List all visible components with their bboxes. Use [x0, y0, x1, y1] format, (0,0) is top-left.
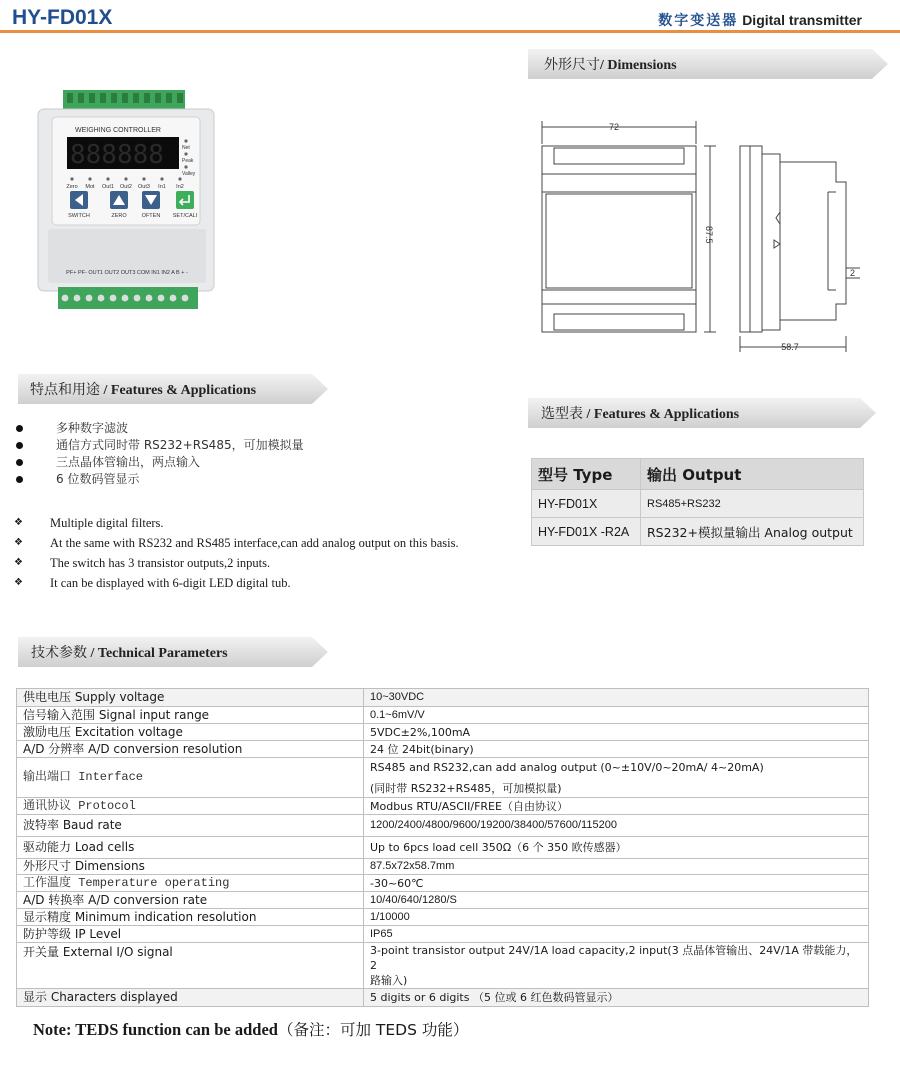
note-en: Note: TEDS function can be added	[33, 1020, 278, 1039]
table-row	[17, 892, 869, 909]
bullet-icon	[16, 476, 23, 483]
svg-text:SET/CALI: SET/CALI	[172, 213, 198, 219]
dimensions-heading: 外形尺寸/ Dimensions	[544, 57, 677, 73]
table-row	[532, 518, 864, 546]
type-cell: HY-FD01X	[532, 490, 641, 518]
param-name: A/D 转换率 A/D conversion rate	[17, 892, 364, 909]
table-row	[17, 989, 869, 1007]
type-header: 型号 Type	[532, 459, 641, 490]
param-value: 1/10000	[364, 909, 869, 926]
dim-gap: 2	[850, 268, 856, 278]
param-value: 0.1~6mV/V	[364, 707, 869, 724]
table-row	[17, 943, 869, 989]
selection-banner	[528, 398, 876, 428]
dim-height: 87.5	[704, 226, 714, 244]
svg-text:Peak: Peak	[182, 158, 194, 164]
output-cell: RS485+RS232	[641, 490, 864, 518]
features-cn-list	[14, 420, 304, 488]
param-value: 10/40/640/1280/S	[364, 892, 869, 909]
teds-note	[33, 1018, 468, 1040]
svg-text:Valley: Valley	[182, 171, 196, 177]
param-name: A/D 分辨率 A/D conversion resolution	[17, 741, 364, 758]
svg-text:Mot: Mot	[85, 184, 95, 190]
svg-text:Out1: Out1	[102, 184, 114, 190]
param-name: 输出端口 Interface	[17, 758, 364, 798]
param-name: 波特率 Baud rate	[17, 815, 364, 837]
list-item: ❖ At the same with RS232 and RS485 interface,can add analog output on this basis.	[14, 533, 459, 553]
table-row	[17, 909, 869, 926]
param-value: 1200/2400/4800/9600/19200/38400/57600/115200	[364, 815, 869, 837]
output-header: 输出 Output	[641, 459, 864, 490]
product-title-en: Digital transmitter	[742, 12, 862, 28]
param-value: -30~60℃	[364, 875, 869, 892]
param-name: 激励电压 Excitation voltage	[17, 724, 364, 741]
note-cn: （备注：可加 TEDS 功能）	[277, 1021, 469, 1039]
header-divider	[0, 30, 900, 33]
table-row	[17, 741, 869, 758]
device-panel-title: WEIGHING CONTROLLER	[75, 127, 161, 134]
table-row	[17, 875, 869, 892]
bullet-icon	[16, 442, 23, 449]
table-row	[17, 837, 869, 859]
table-row	[17, 724, 869, 741]
svg-text:SWITCH: SWITCH	[68, 213, 90, 219]
product-title-cn: 数字变送器	[658, 13, 739, 29]
param-value: IP65	[364, 926, 869, 943]
table-row	[17, 859, 869, 875]
param-value: 3-point transistor output 24V/1A load capacity,2 input(3 点晶体管输出、24V/1A 带载能力，2 路输入)	[364, 943, 869, 989]
param-name: 信号输入范围 Signal input range	[17, 707, 364, 724]
svg-text:OFTEN: OFTEN	[141, 213, 161, 219]
diamond-bullet-icon: ❖	[14, 517, 23, 528]
technical-banner	[18, 637, 328, 667]
table-row	[17, 815, 869, 837]
diamond-bullet-icon: ❖	[14, 577, 23, 588]
param-name: 显示 Characters displayed	[17, 989, 364, 1007]
list-item: 多种数字滤波	[14, 420, 304, 437]
product-title	[658, 10, 862, 30]
features-en-list	[14, 513, 459, 593]
diamond-bullet-icon: ❖	[14, 537, 23, 548]
output-cell: RS232+模拟量输出 Analog output	[641, 518, 864, 546]
svg-text:Zero: Zero	[66, 184, 78, 190]
param-name: 通讯协议 Protocol	[17, 798, 364, 815]
svg-text:In2: In2	[176, 184, 184, 190]
param-value: 5 digits or 6 digits （5 位或 6 红色数码管显示）	[364, 989, 869, 1007]
param-value: 87.5x72x58.7mm	[364, 859, 869, 875]
selection-heading: 选型表 / Features & Applications	[541, 406, 740, 422]
type-cell: HY-FD01X -R2A	[532, 518, 641, 546]
dimensions-banner	[528, 49, 888, 79]
param-value: 10~30VDC	[364, 689, 869, 707]
features-banner	[18, 374, 328, 404]
param-value: 24 位 24bit(binary)	[364, 741, 869, 758]
dim-depth: 58.7	[781, 342, 799, 352]
param-name: 外形尺寸 Dimensions	[17, 859, 364, 875]
svg-text:In1: In1	[158, 184, 166, 190]
param-name: 开关量 External I/O signal	[17, 943, 364, 989]
param-name: 显示精度 Minimum indication resolution	[17, 909, 364, 926]
device-terminal-labels: PF+ PF- OUT1 OUT2 OUT3 COM IN1 IN2 A B + -	[66, 270, 188, 276]
param-name: 供电电压 Supply voltage	[17, 689, 364, 707]
list-item: 三点晶体管输出，两点输入	[14, 454, 304, 471]
table-header-row	[532, 459, 864, 490]
selection-table	[531, 458, 864, 546]
param-name: 防护等级 IP Level	[17, 926, 364, 943]
list-item: 通信方式同时带 RS232+RS485，可加模拟量	[14, 437, 304, 454]
table-row	[17, 758, 869, 798]
dimension-drawing	[528, 108, 868, 356]
bullet-icon	[16, 425, 23, 432]
bullet-icon	[16, 459, 23, 466]
list-item: 6 位数码管显示	[14, 471, 304, 488]
param-value: RS485 and RS232,can add analog output (0~±10V/0~20mA/ 4~20mA) (同时带 RS232+RS485，可加模拟量)	[364, 758, 869, 798]
list-item: ❖ The switch has 3 transistor outputs,2 inputs.	[14, 553, 459, 573]
svg-text:ZERO: ZERO	[111, 213, 127, 219]
table-row	[532, 490, 864, 518]
svg-text:888888: 888888	[70, 140, 164, 170]
param-value: 5VDC±2%,100mA	[364, 724, 869, 741]
diamond-bullet-icon: ❖	[14, 557, 23, 568]
svg-text:Out3: Out3	[138, 184, 150, 190]
param-value: Modbus RTU/ASCII/FREE（自由协议）	[364, 798, 869, 815]
svg-text:Out2: Out2	[120, 184, 132, 190]
dim-width: 72	[608, 122, 620, 132]
model-title: HY-FD01X	[12, 6, 113, 29]
device-photo	[30, 85, 220, 320]
param-name: 工作温度 Temperature operating	[17, 875, 364, 892]
svg-text:Net: Net	[182, 145, 190, 151]
technical-heading: 技术参数 / Technical Parameters	[31, 645, 228, 661]
param-value: Up to 6pcs load cell 350Ω（6 个 350 欧传感器）	[364, 837, 869, 859]
table-row	[17, 798, 869, 815]
features-heading: 特点和用途 / Features & Applications	[30, 382, 257, 398]
table-row	[17, 689, 869, 707]
table-row	[17, 707, 869, 724]
parameters-table	[16, 688, 869, 1007]
table-row	[17, 926, 869, 943]
list-item: ❖ Multiple digital filters.	[14, 513, 459, 533]
param-name: 驱动能力 Load cells	[17, 837, 364, 859]
list-item: ❖ It can be displayed with 6-digit LED digital tub.	[14, 573, 459, 593]
